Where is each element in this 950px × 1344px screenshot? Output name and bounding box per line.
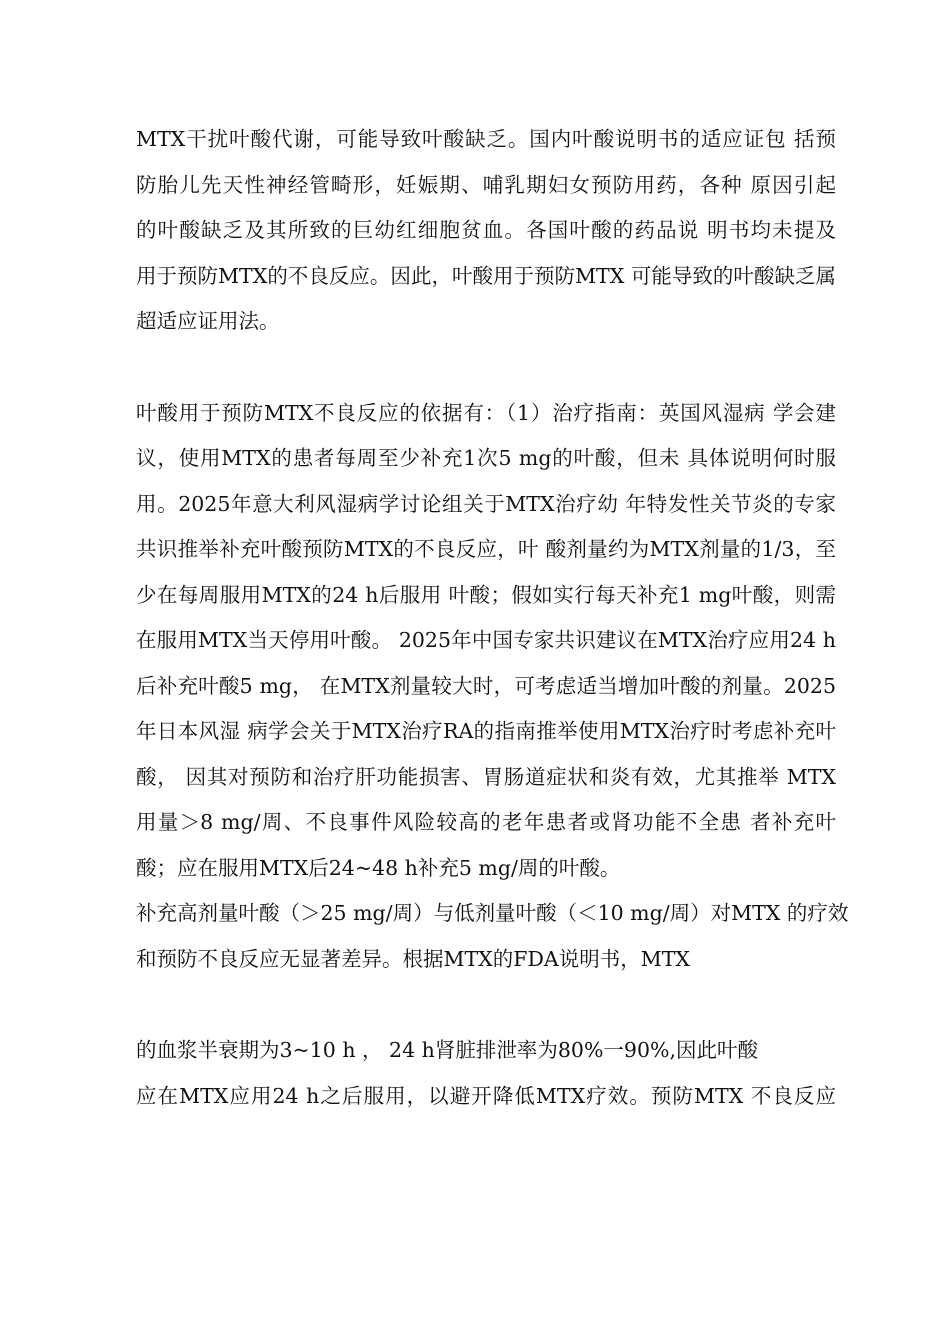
paragraph-2: [136, 391, 849, 983]
text-line: 后补充叶酸5 mg， 在MTX剂量较大时，可考虑适当增加叶酸的剂量。2025: [136, 673, 836, 698]
text-line: 叶酸用于预防MTX不良反应的依据有：（1）治疗指南：英国风湿病 学会建: [136, 400, 836, 425]
text-line: 防胎儿先天性神经管畸形，妊娠期、哺乳期妇女预防用药，各种 原因引起: [136, 172, 836, 197]
text-line: 和预防不良反应无显著差异。根据MTX的FDA说明书，MTX: [136, 946, 690, 971]
paragraph-1: [136, 117, 836, 345]
text-line: 的血浆半衰期为3~10 h ， 24 h肾脏排泄率为80%一90%,因此叶酸: [136, 1038, 759, 1062]
paragraph-spacer: [136, 982, 836, 1028]
paragraph-spacer: [136, 345, 836, 391]
text-line: 少在每周服用MTX的24 h后服用 叶酸；假如实行每天补充1 mg叶酸，则需: [136, 582, 836, 607]
text-line: 酸， 因其对预防和治疗肝功能损害、胃肠道症状和炎有效，尤其推举 MTX: [136, 764, 836, 789]
paragraph-3: [136, 1028, 836, 1119]
text-line: 在服用MTX当天停用叶酸。 2025年中国专家共识建议在MTX治疗应用24 h: [136, 628, 836, 652]
text-line: MTX干扰叶酸代谢，可能导致叶酸缺乏。国内叶酸说明书的适应证包 括预: [136, 127, 836, 151]
text-line: 用于预防MTX的不良反应。因此，叶酸用于预防MTX 可能导致的叶酸缺乏属: [136, 263, 836, 288]
text-line: 的叶酸缺乏及其所致的巨幼红细胞贫血。各国叶酸的药品说 明书均未提及: [136, 218, 836, 242]
text-line: 年日本风湿 病学会关于MTX治疗RA的指南推举使用MTX治疗时考虑补充叶: [136, 719, 836, 743]
text-line: 应在MTX应用24 h之后服用，以避开降低MTX疗效。预防MTX 不良反应: [136, 1083, 836, 1108]
text-line: 超适应证用法。: [136, 309, 280, 333]
text-line: 共识推举补充叶酸预防MTX的不良反应，叶 酸剂量约为MTX剂量的1/3，至: [136, 537, 836, 561]
text-line: 酸；应在服用MTX后24~48 h补充5 mg/周的叶酸。: [136, 855, 621, 880]
text-line: 补充高剂量叶酸（＞25 mg/周）与低剂量叶酸（＜10 mg/周）对MTX 的疗效: [136, 901, 849, 925]
text-line: 用量＞8 mg/周、不良事件风险较高的老年患者或肾功能不全患 者补充叶: [136, 810, 836, 834]
document-page: [136, 117, 849, 1119]
text-line: 用。2025年意大利风湿病学讨论组关于MTX治疗幼 年特发性关节炎的专家: [136, 491, 836, 516]
text-line: 议，使用MTX的患者每周至少补充1次5 mg的叶酸，但未 具体说明何时服: [136, 446, 836, 470]
